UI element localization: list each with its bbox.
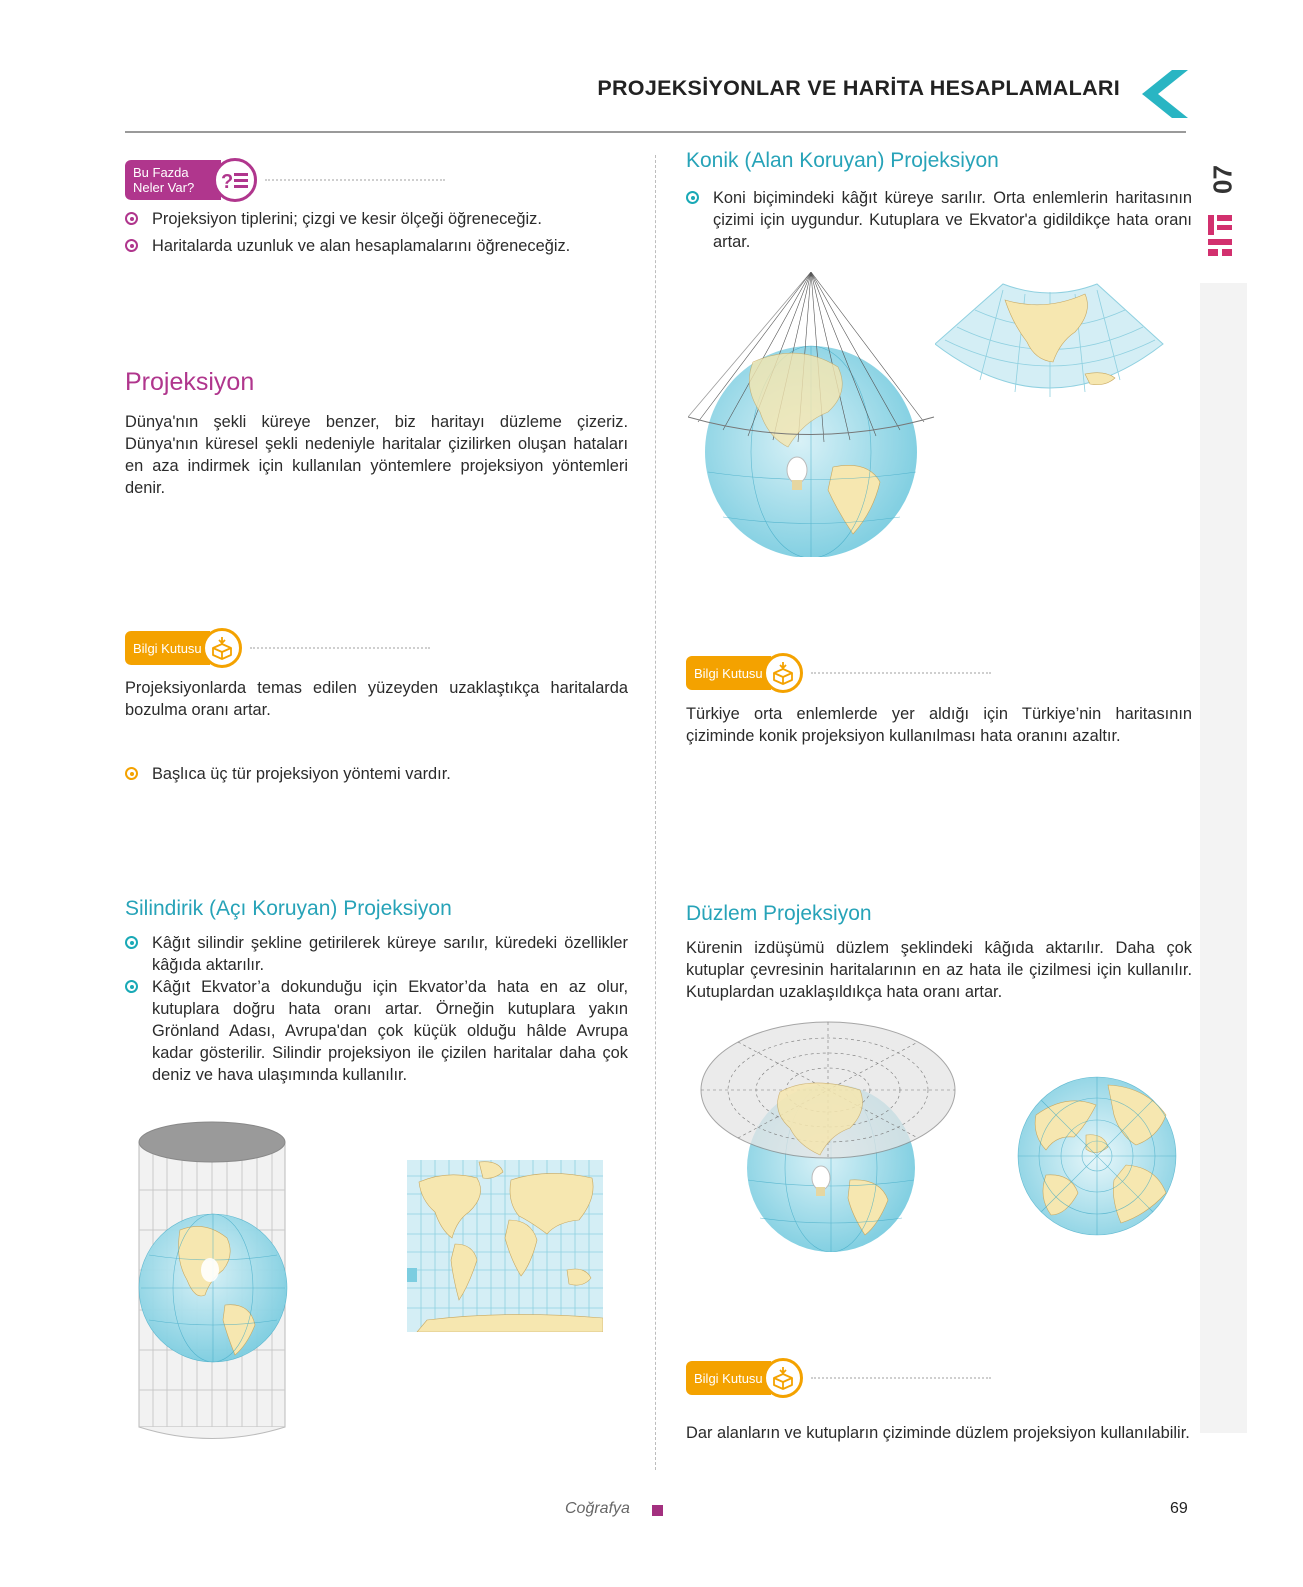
polar-map [1016,1075,1178,1237]
konik-bullets [686,187,1192,253]
bullet-icon [125,767,138,780]
list-item: Projeksiyon tiplerini; çizgi ve kesir ölçeği öğreneceğiz. [125,208,645,230]
projeksiyon-text: Dünya'nın şekli küreye benzer, biz haritayı düzleme çizeriz. Dünya'nın küresel şekli nedeniyle haritalar çizilirken oluşan hataları en aza indirmek için kullanılan yöntemlere projeksiyon yöntemleri denir. [125,413,628,497]
section-title-konik: Konik (Alan Koruyan) Projeksiyon [686,149,999,172]
bullet-icon [125,239,138,252]
info-box-1-text: Projeksiyonlarda temas edilen yüzeyden uzaklaştıkça haritalarda bozulma oranı artar. [125,679,628,719]
planar-projection-illustration [700,1020,960,1252]
bullet-icon [125,212,138,225]
question-list-icon [213,158,257,202]
info-box-2-text: Türkiye orta enlemlerde yer aldığı için Türkiye’nin haritasının çiziminde konik projeksiyon kullanılması hata oranını azaltır. [686,705,1192,745]
duzlem-text: Kürenin izdüşümü düzlem şeklindeki kâğıda aktarılır. Daha çok kutuplar çevresinin haritalarının en az hata ile çizilmesi için kullanılır. Kutuplardan uzaklaşıldıkça hata oranı artar. [686,939,1192,1001]
page-title: PROJEKSİYONLAR VE HARİTA HESAPLAMALARI [597,76,1120,100]
chapter-number: 07 [1207,165,1238,194]
box-icon [202,628,242,668]
info-box-badge: Bilgi Kutusu [686,1358,991,1398]
header-rule [125,131,1186,133]
conic-map [935,282,1165,402]
section-title-duzlem: Düzlem Projeksiyon [686,902,872,925]
silindirik-bullets [125,932,628,1086]
cylinder-projection-illustration [135,1120,295,1445]
list-item: Başlıca üç tür projeksiyon yöntemi vardır. [125,763,645,785]
list-item: Kâğıt Ekvator’a dokunduğu için Ekvator’da hata en az olur, kutuplara doğru hata oranı artar. Örneğin kutuplara yakın Grönland Adası, Avrupa'dan çok küçük olduğu hâlde Avrupa kadar gösterilir. Silindir projeksiyon ile çizilen haritalar daha çok deniz ve hava ulaşımında kullanılır. [125,976,628,1086]
chevron-left-icon [1140,70,1192,118]
intro-bullets [125,208,645,257]
column-divider [655,155,656,1470]
bullet-icon [125,936,138,949]
intro-badge [125,158,445,202]
list-item: Haritalarda uzunluk ve alan hesaplamalarını öğreneceğiz. [125,235,645,257]
cylindrical-world-map [407,1160,603,1332]
list-item: Koni biçimindeki kâğıt küreye sarılır. Orta enlemlerin haritasının çizimi için uygundur. Kutuplara ve Ekvator'a gidildikçe hata oranı artar. [686,187,1192,253]
conic-projection-illustration [688,272,938,557]
info-box-badge: Bilgi Kutusu [686,653,991,693]
page-number: 69 [1170,1500,1188,1517]
list-item: Kâğıt silindir şekline getirilerek küreye sarılır, küredeki özellikler kâğıda aktarılır. [125,932,628,976]
section-title-silindirik: Silindirik (Açı Koruyan) Projeksiyon [125,897,452,920]
bullet-icon [125,980,138,993]
side-tab [1203,150,1243,210]
footer-subject: Coğrafya [565,1500,630,1517]
bullet-icon [686,191,699,204]
side-strip [1200,283,1247,1433]
info-box-3-text: Dar alanların ve kutupların çiziminde düzlem projeksiyon kullanılabilir. [686,1424,1190,1442]
chapter-logo-icon [1208,215,1234,257]
dotted-leader [265,179,445,181]
dotted-leader [811,1377,991,1379]
intro-badge-line2: Neler Var? [133,180,195,195]
dotted-leader [811,672,991,674]
dotted-leader [250,647,430,649]
info-box-badge: Bilgi Kutusu [125,628,430,668]
footer-square-icon [652,1505,663,1516]
intro-badge-line1: Bu Fazda [133,165,189,180]
svg-text:?: ? [221,171,234,192]
box-icon [763,1358,803,1398]
box-icon [763,653,803,693]
section-title-projeksiyon: Projeksiyon [125,368,255,396]
